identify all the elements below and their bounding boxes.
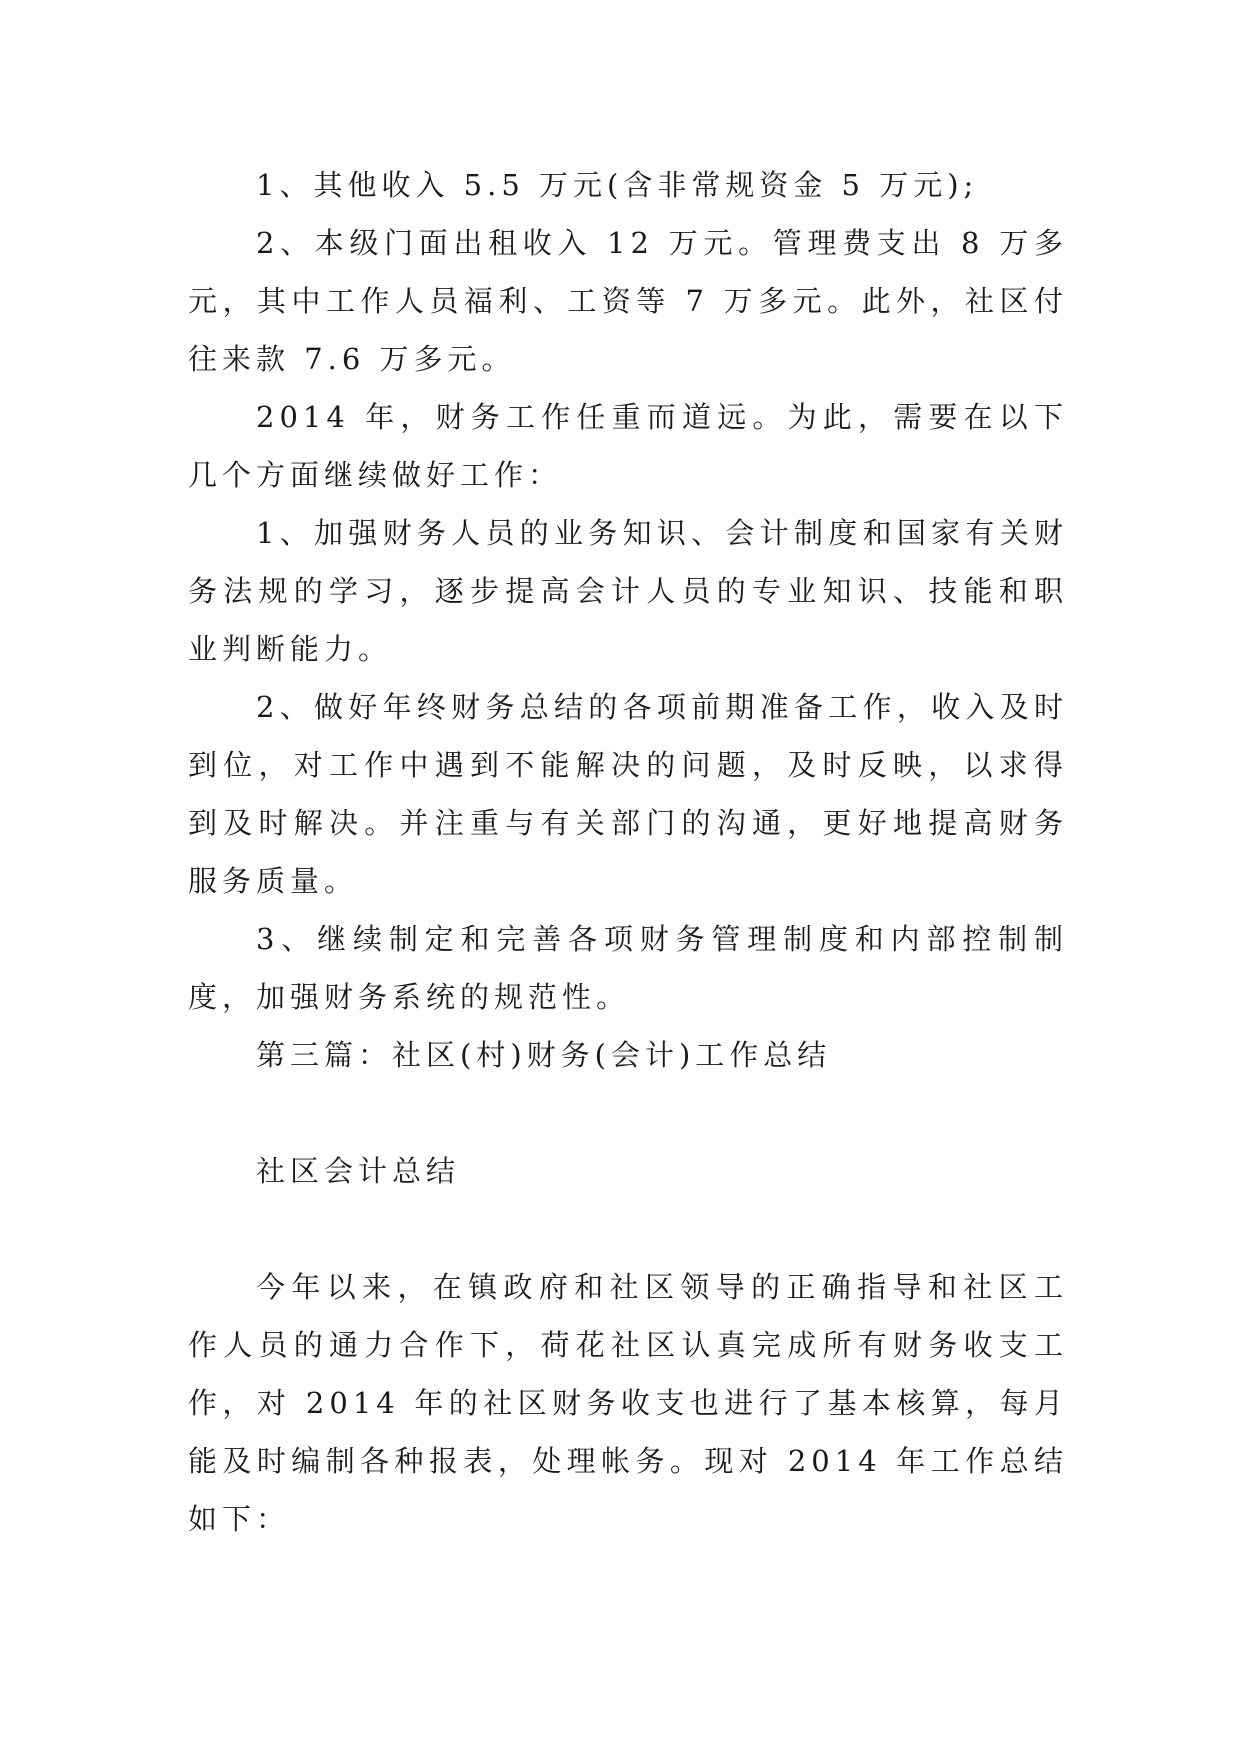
paragraph-item-1-training: 1、加强财务人员的业务知识、会计制度和国家有关财务法规的学习，逐步提高会计人员的专业知识、技能和职业判断能力。 — [188, 516, 1068, 666]
subtitle-community-accounting: 社区会计总结 — [256, 1154, 461, 1188]
paragraph-2014-outlook: 2014 年，财务工作任重而道远。为此，需要在以下几个方面继续做好工作： — [188, 400, 1068, 492]
paragraph-item-3-controls: 3、继续制定和完善各项财务管理制度和内部控制制度，加强财务系统的规范性。 — [188, 922, 1068, 1014]
blank-line — [188, 1084, 1068, 1142]
paragraph-intro: 今年以来，在镇政府和社区领导的正确指导和社区工作人员的通力合作下，荷花社区认真完成所有财务收支工作，对 2014 年的社区财务收支也进行了基本核算，每月能及时编制各种报表，处理帐务。现对 2014 年工作总结如下： — [188, 1270, 1068, 1536]
paragraph-item-2-year-end: 2、做好年终财务总结的各项前期准备工作，收入及时到位，对工作中遇到不能解决的问题，及时反映，以求得到及时解决。并注重与有关部门的沟通，更好地提高财务服务质量。 — [188, 690, 1068, 898]
paragraph-other-income: 1、其他收入 5.5 万元(含非常规资金 5 万元); — [256, 168, 979, 202]
paragraph-rental-income: 2、本级门面出租收入 12 万元。管理费支出 8 万多元，其中工作人员福利、工资等 7 万多元。此外，社区付往来款 7.6 万多元。 — [188, 226, 1068, 376]
blank-line — [188, 1200, 1068, 1258]
document-body — [188, 156, 1068, 1548]
section-heading-third-article: 第三篇：社区(村)财务(会计)工作总结 — [256, 1038, 832, 1072]
